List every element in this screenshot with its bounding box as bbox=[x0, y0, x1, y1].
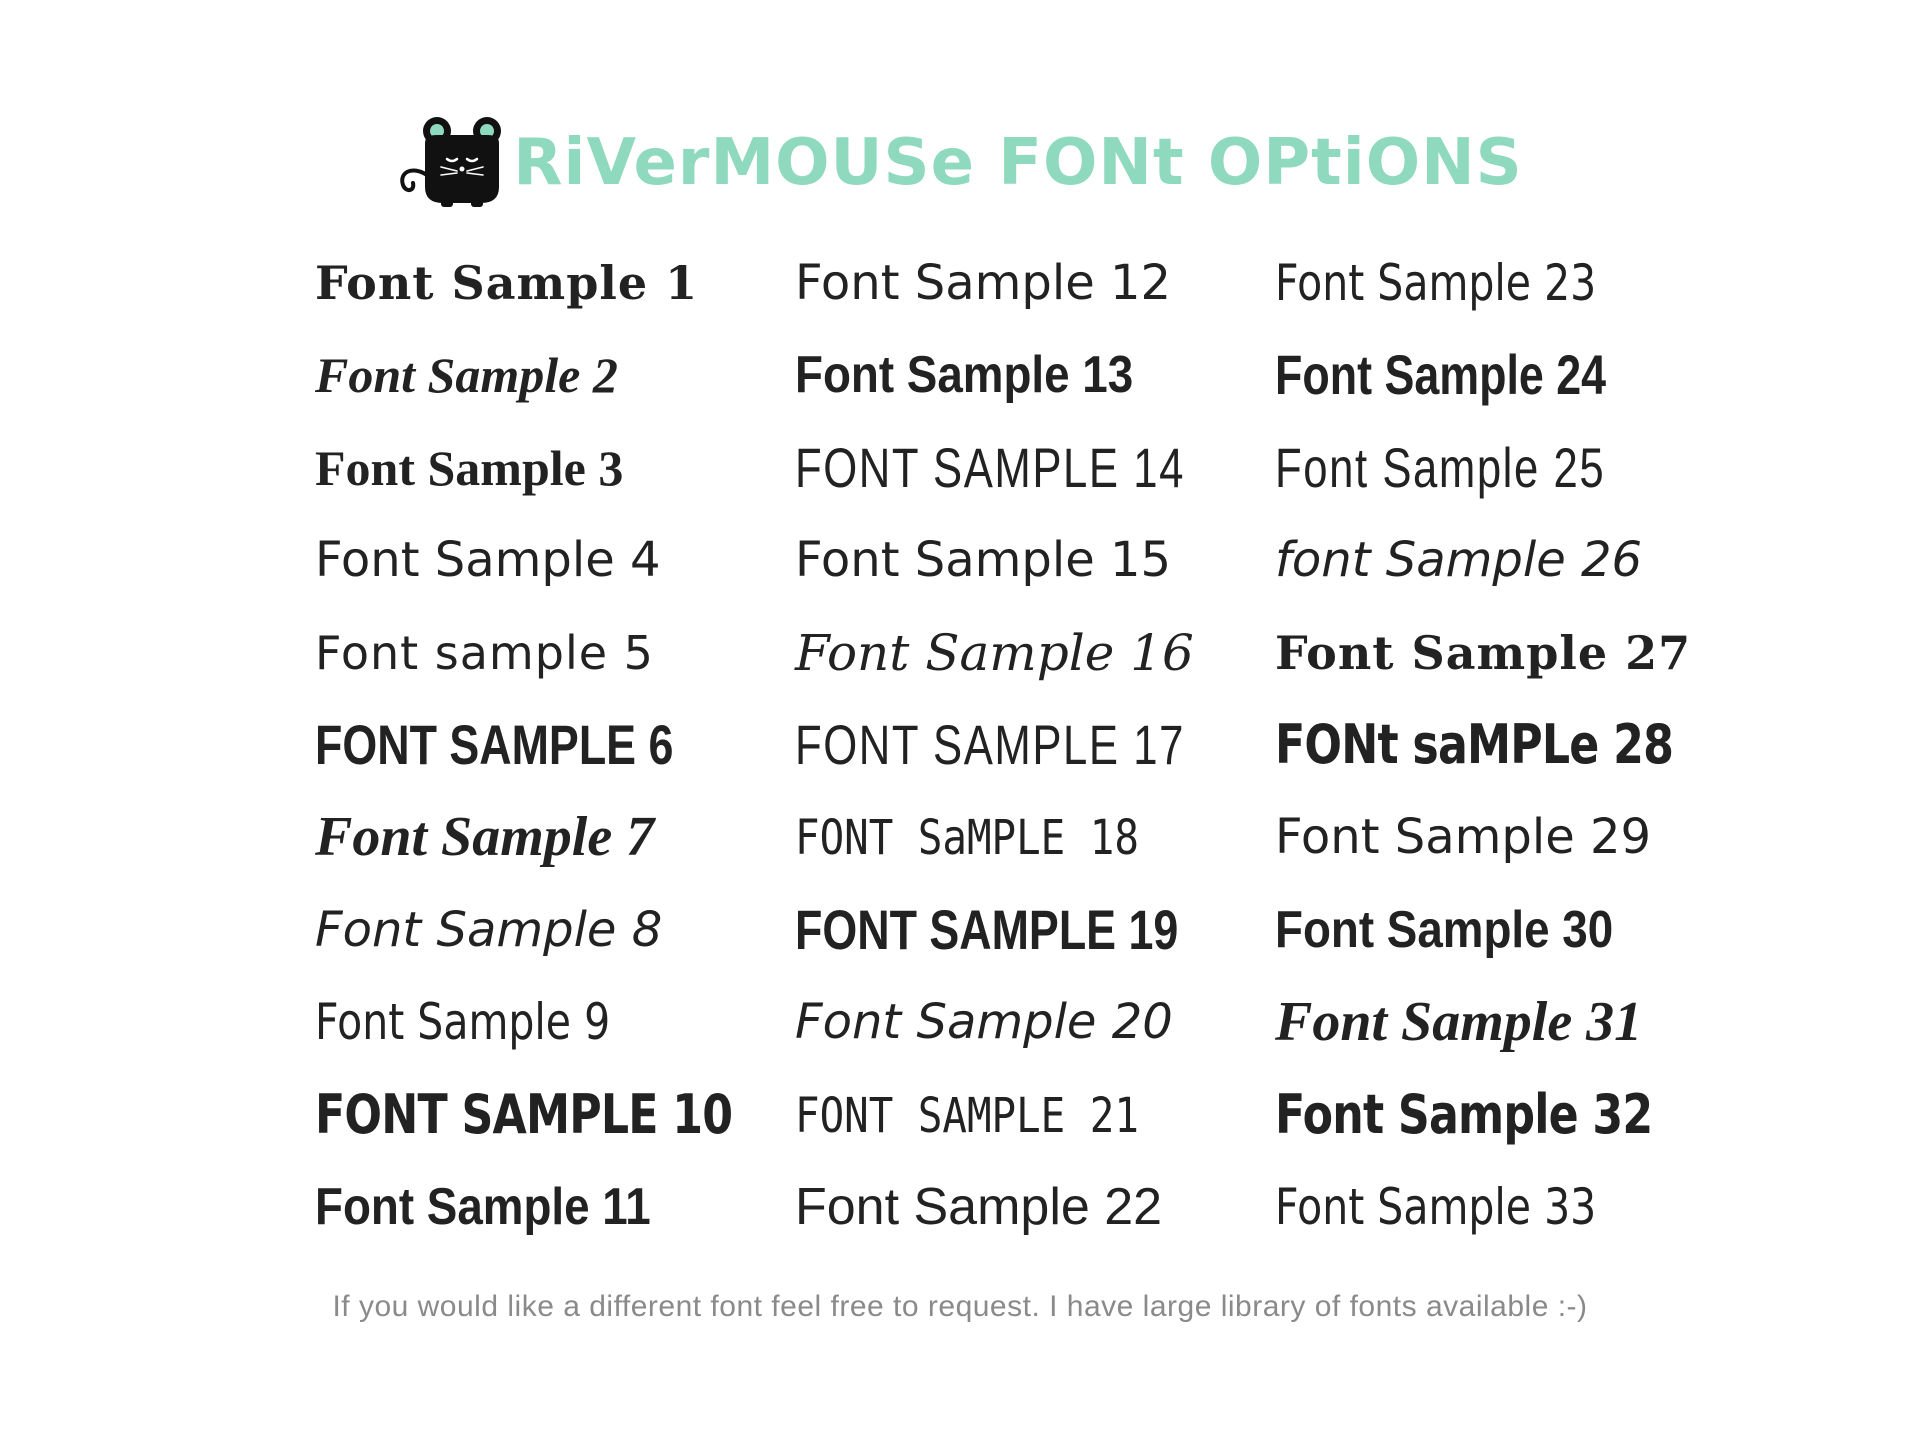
font-sample-item: FONT SAMPLE 6 bbox=[315, 712, 674, 776]
font-column-3 bbox=[1275, 250, 1745, 1240]
font-sample-item: Font Sample 12 bbox=[795, 255, 1172, 311]
font-column-2 bbox=[795, 250, 1265, 1240]
font-sample-item: FONt saMPLe 28 bbox=[1275, 712, 1674, 776]
font-sample-item: Font Sample 7 bbox=[315, 806, 655, 869]
font-sample-item: Font Sample 20 bbox=[795, 994, 1173, 1051]
font-sample-item: Font Sample 16 bbox=[795, 623, 1194, 682]
font-sample-item: FONT SAMPLE 21 bbox=[795, 1087, 1139, 1144]
font-sample-item: Font sample 5 bbox=[315, 625, 654, 680]
font-sample-item: Font Sample 13 bbox=[795, 346, 1134, 405]
font-sample-item: Font Sample 2 bbox=[315, 347, 618, 404]
font-sample-item: Font Sample 30 bbox=[1275, 900, 1614, 959]
font-sample-item: Font Sample 29 bbox=[1275, 809, 1652, 866]
font-sample-item: Font Sample 3 bbox=[315, 439, 624, 496]
header bbox=[0, 108, 1920, 218]
font-sample-item: Font Sample 4 bbox=[315, 532, 661, 589]
font-sample-item: Font Sample 31 bbox=[1275, 991, 1643, 1054]
font-sample-item: Font Sample 9 bbox=[315, 993, 611, 1052]
font-sample-item: Font Sample 27 bbox=[1275, 625, 1692, 680]
font-sample-item: Font Sample 1 bbox=[315, 256, 699, 310]
font-sample-item: Font Sample 32 bbox=[1275, 1082, 1653, 1146]
font-sample-item: Font Sample 23 bbox=[1275, 254, 1597, 312]
font-sample-item: font Sample 26 bbox=[1275, 532, 1643, 589]
page-title: RiVerMOUSe FONt OPtiONS bbox=[513, 126, 1523, 200]
mouse-icon bbox=[397, 113, 505, 213]
font-sample-item: Font Sample 8 bbox=[315, 901, 663, 958]
font-sample-item: Font Sample 25 bbox=[1275, 435, 1606, 499]
font-sample-item: FONT SAMPLE 10 bbox=[315, 1082, 733, 1146]
font-sample-item: FONT SAMPLE 17 bbox=[795, 712, 1186, 776]
font-sample-item: Font Sample 11 bbox=[315, 1177, 651, 1236]
font-sample-item: Font Sample 15 bbox=[795, 532, 1172, 589]
font-column-1 bbox=[315, 250, 785, 1240]
font-sample-item: Font Sample 33 bbox=[1275, 1177, 1597, 1236]
footer-note: If you would like a different font feel free to request. I have large library of fonts available :-) bbox=[332, 1290, 1588, 1323]
font-sample-item: FONT SaMPLE 18 bbox=[795, 810, 1139, 867]
font-sample-item: Font Sample 22 bbox=[795, 1177, 1163, 1236]
font-sample-item: FONT SAMPLE 14 bbox=[795, 435, 1186, 499]
font-sample-item: Font Sample 24 bbox=[1275, 343, 1607, 407]
font-sample-grid bbox=[0, 250, 1920, 1240]
font-sample-item: FONT SAMPLE 19 bbox=[795, 897, 1179, 961]
